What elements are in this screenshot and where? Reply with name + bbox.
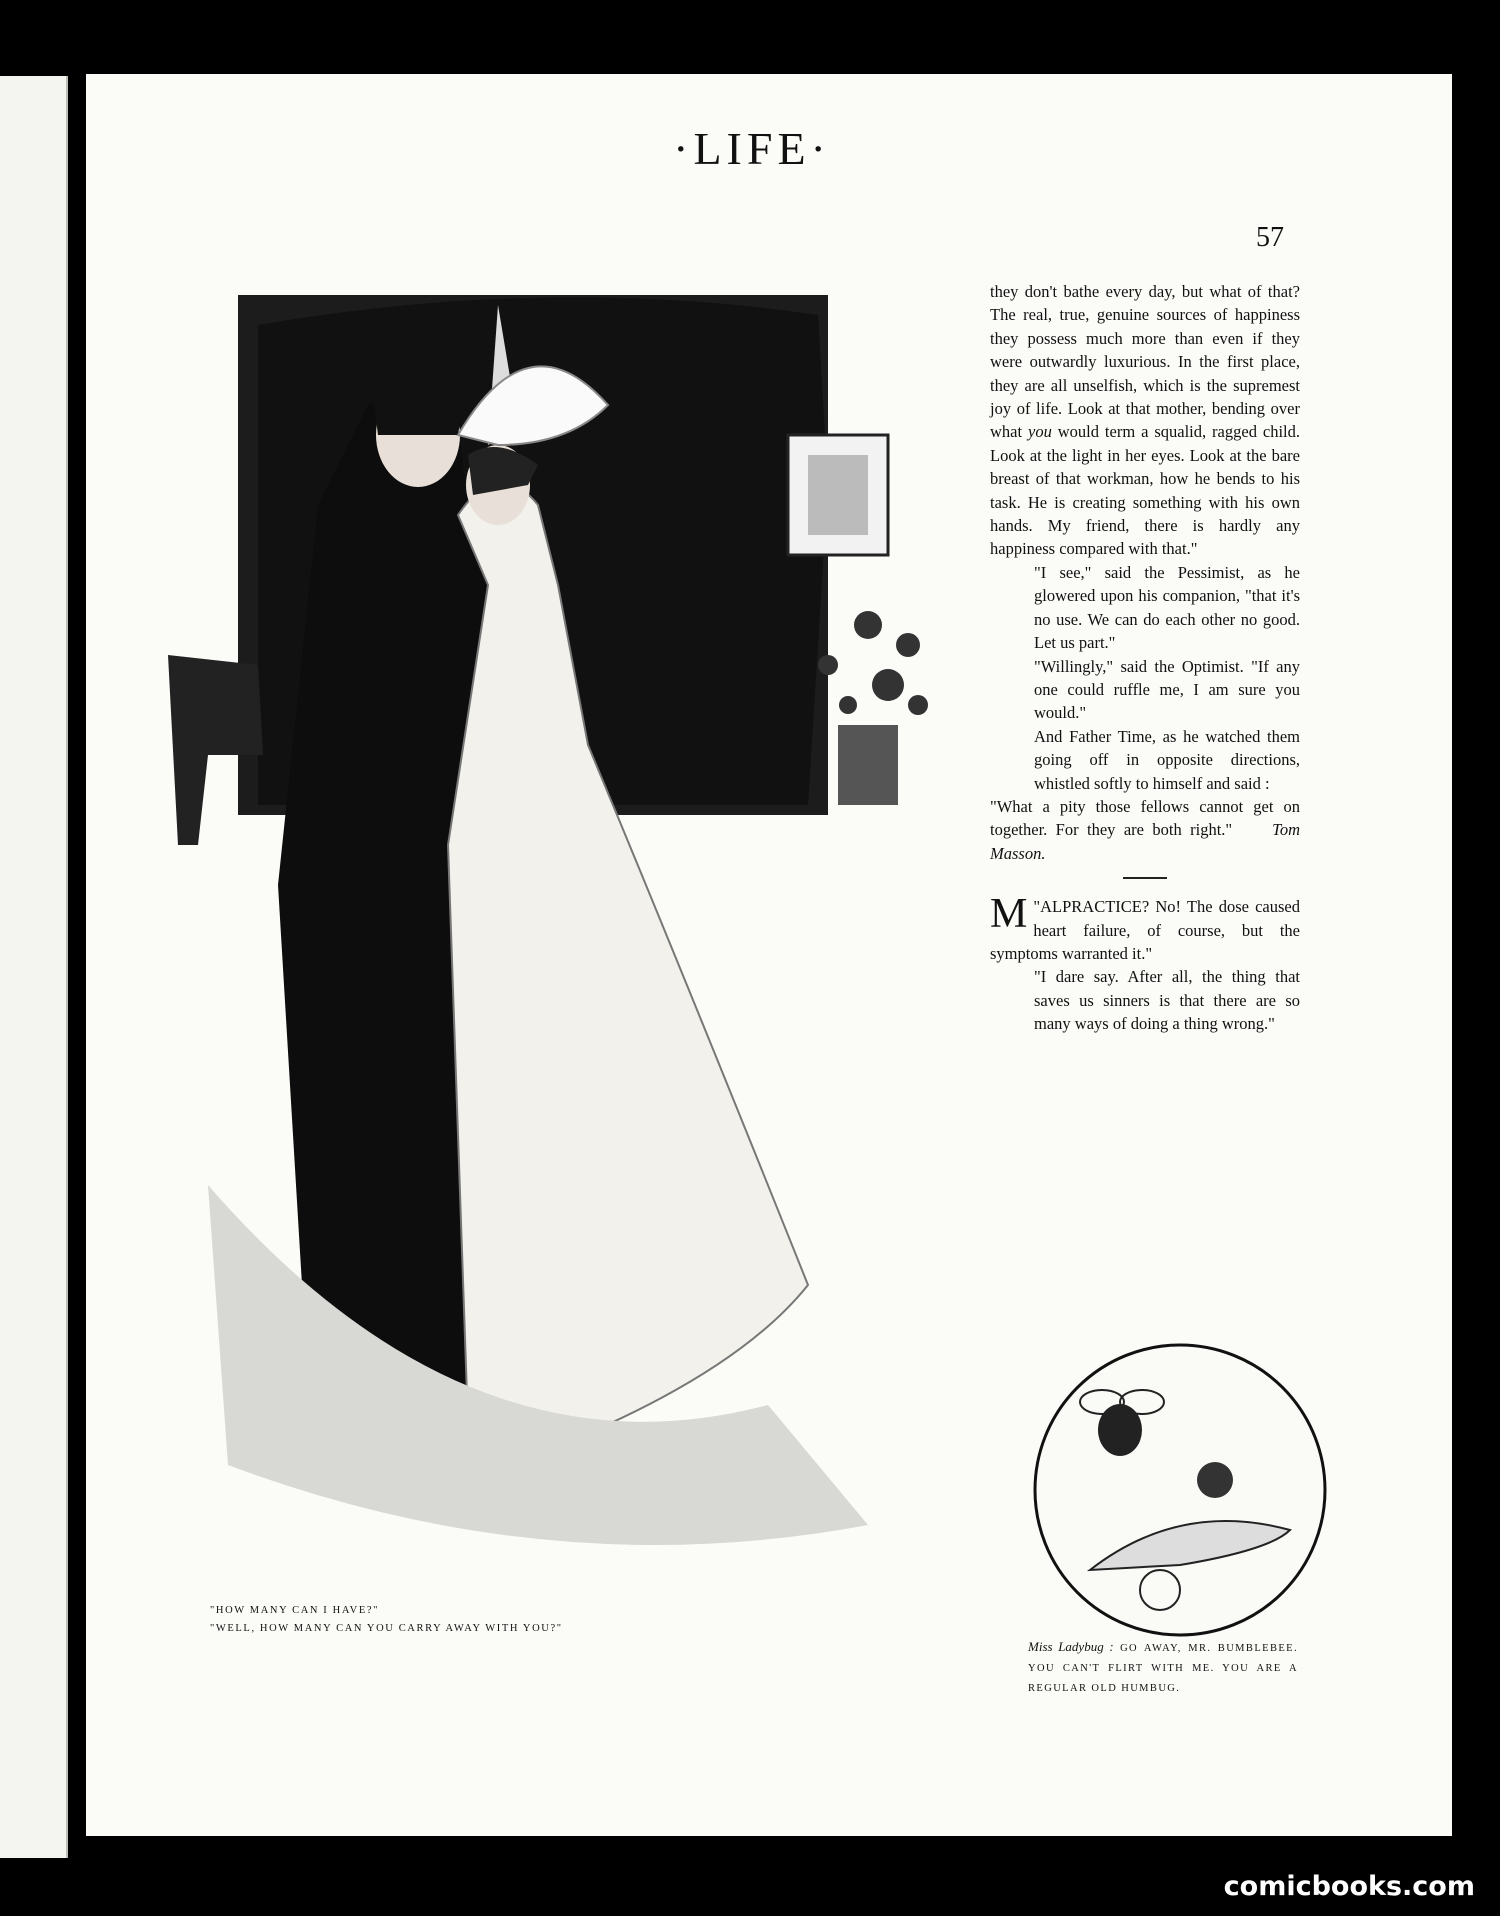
page-number: 57 (1256, 222, 1284, 253)
story-paragraph: they don't bathe every day, but what of that? The real, true, genuine sources of happiness they possess much more than even if they were outwardly luxurious. In the first place, they are all unselfish, which is the supremest joy of life. Look at that mother, bending over what you would term a squalid, ragged child. Look at the light in her eyes. Look at the bare breast of that workman, how he bends to his task. He is creating something with his own hands. My friend, there is hardly any happiness compared with that." (990, 282, 1300, 559)
divider (1123, 877, 1167, 879)
watermark: comicbooks.com (1223, 1871, 1475, 1902)
ladybug-vignette (1030, 1340, 1330, 1640)
speaker-name: Miss Ladybug : (1028, 1639, 1114, 1654)
vignette-text: GO AWAY, MR. BUMBLEBEE. YOU CAN'T FLIRT WITH ME. YOU ARE A REGULAR OLD HUMBUG. (1028, 1643, 1298, 1694)
drop-cap: M (990, 891, 1028, 938)
main-illustration (168, 285, 973, 1585)
caption-line-2: "WELL, HOW MANY CAN YOU CARRY AWAY WITH YOU?" (210, 1623, 563, 1634)
caption-line-1: "HOW MANY CAN I HAVE?" (210, 1605, 379, 1616)
story-paragraph: "Willingly," said the Optimist. "If any one could ruffle me, I am sure you would." (1034, 656, 1300, 723)
joke-paragraph: " M ALPRACTICE? No! The dose caused heart failure, of course, but the symptoms warranted it." (990, 891, 1300, 963)
facing-page-edge (0, 76, 68, 1858)
story-column (990, 280, 1300, 1036)
joke-paragraph: "I dare say. After all, the thing that saves us sinners is that there are so many ways of doing a thing wrong." (1034, 967, 1300, 1034)
story-paragraph: And Father Time, as he watched them going off in opposite directions, whistled softly to himself and said : (1034, 726, 1300, 793)
author-signature: Tom Masson. (990, 820, 1300, 863)
masthead: ·LIFE· (673, 123, 831, 174)
story-paragraph: "I see," said the Pessimist, as he glowered upon his companion, "that it's no use. We can do each other no good. Let us part." (1034, 562, 1300, 653)
story-paragraph: "What a pity those fellows cannot get on together. For they are both right." Tom Masson. (990, 796, 1300, 863)
illustration-caption (210, 1602, 580, 1638)
vignette-caption (1028, 1637, 1298, 1699)
